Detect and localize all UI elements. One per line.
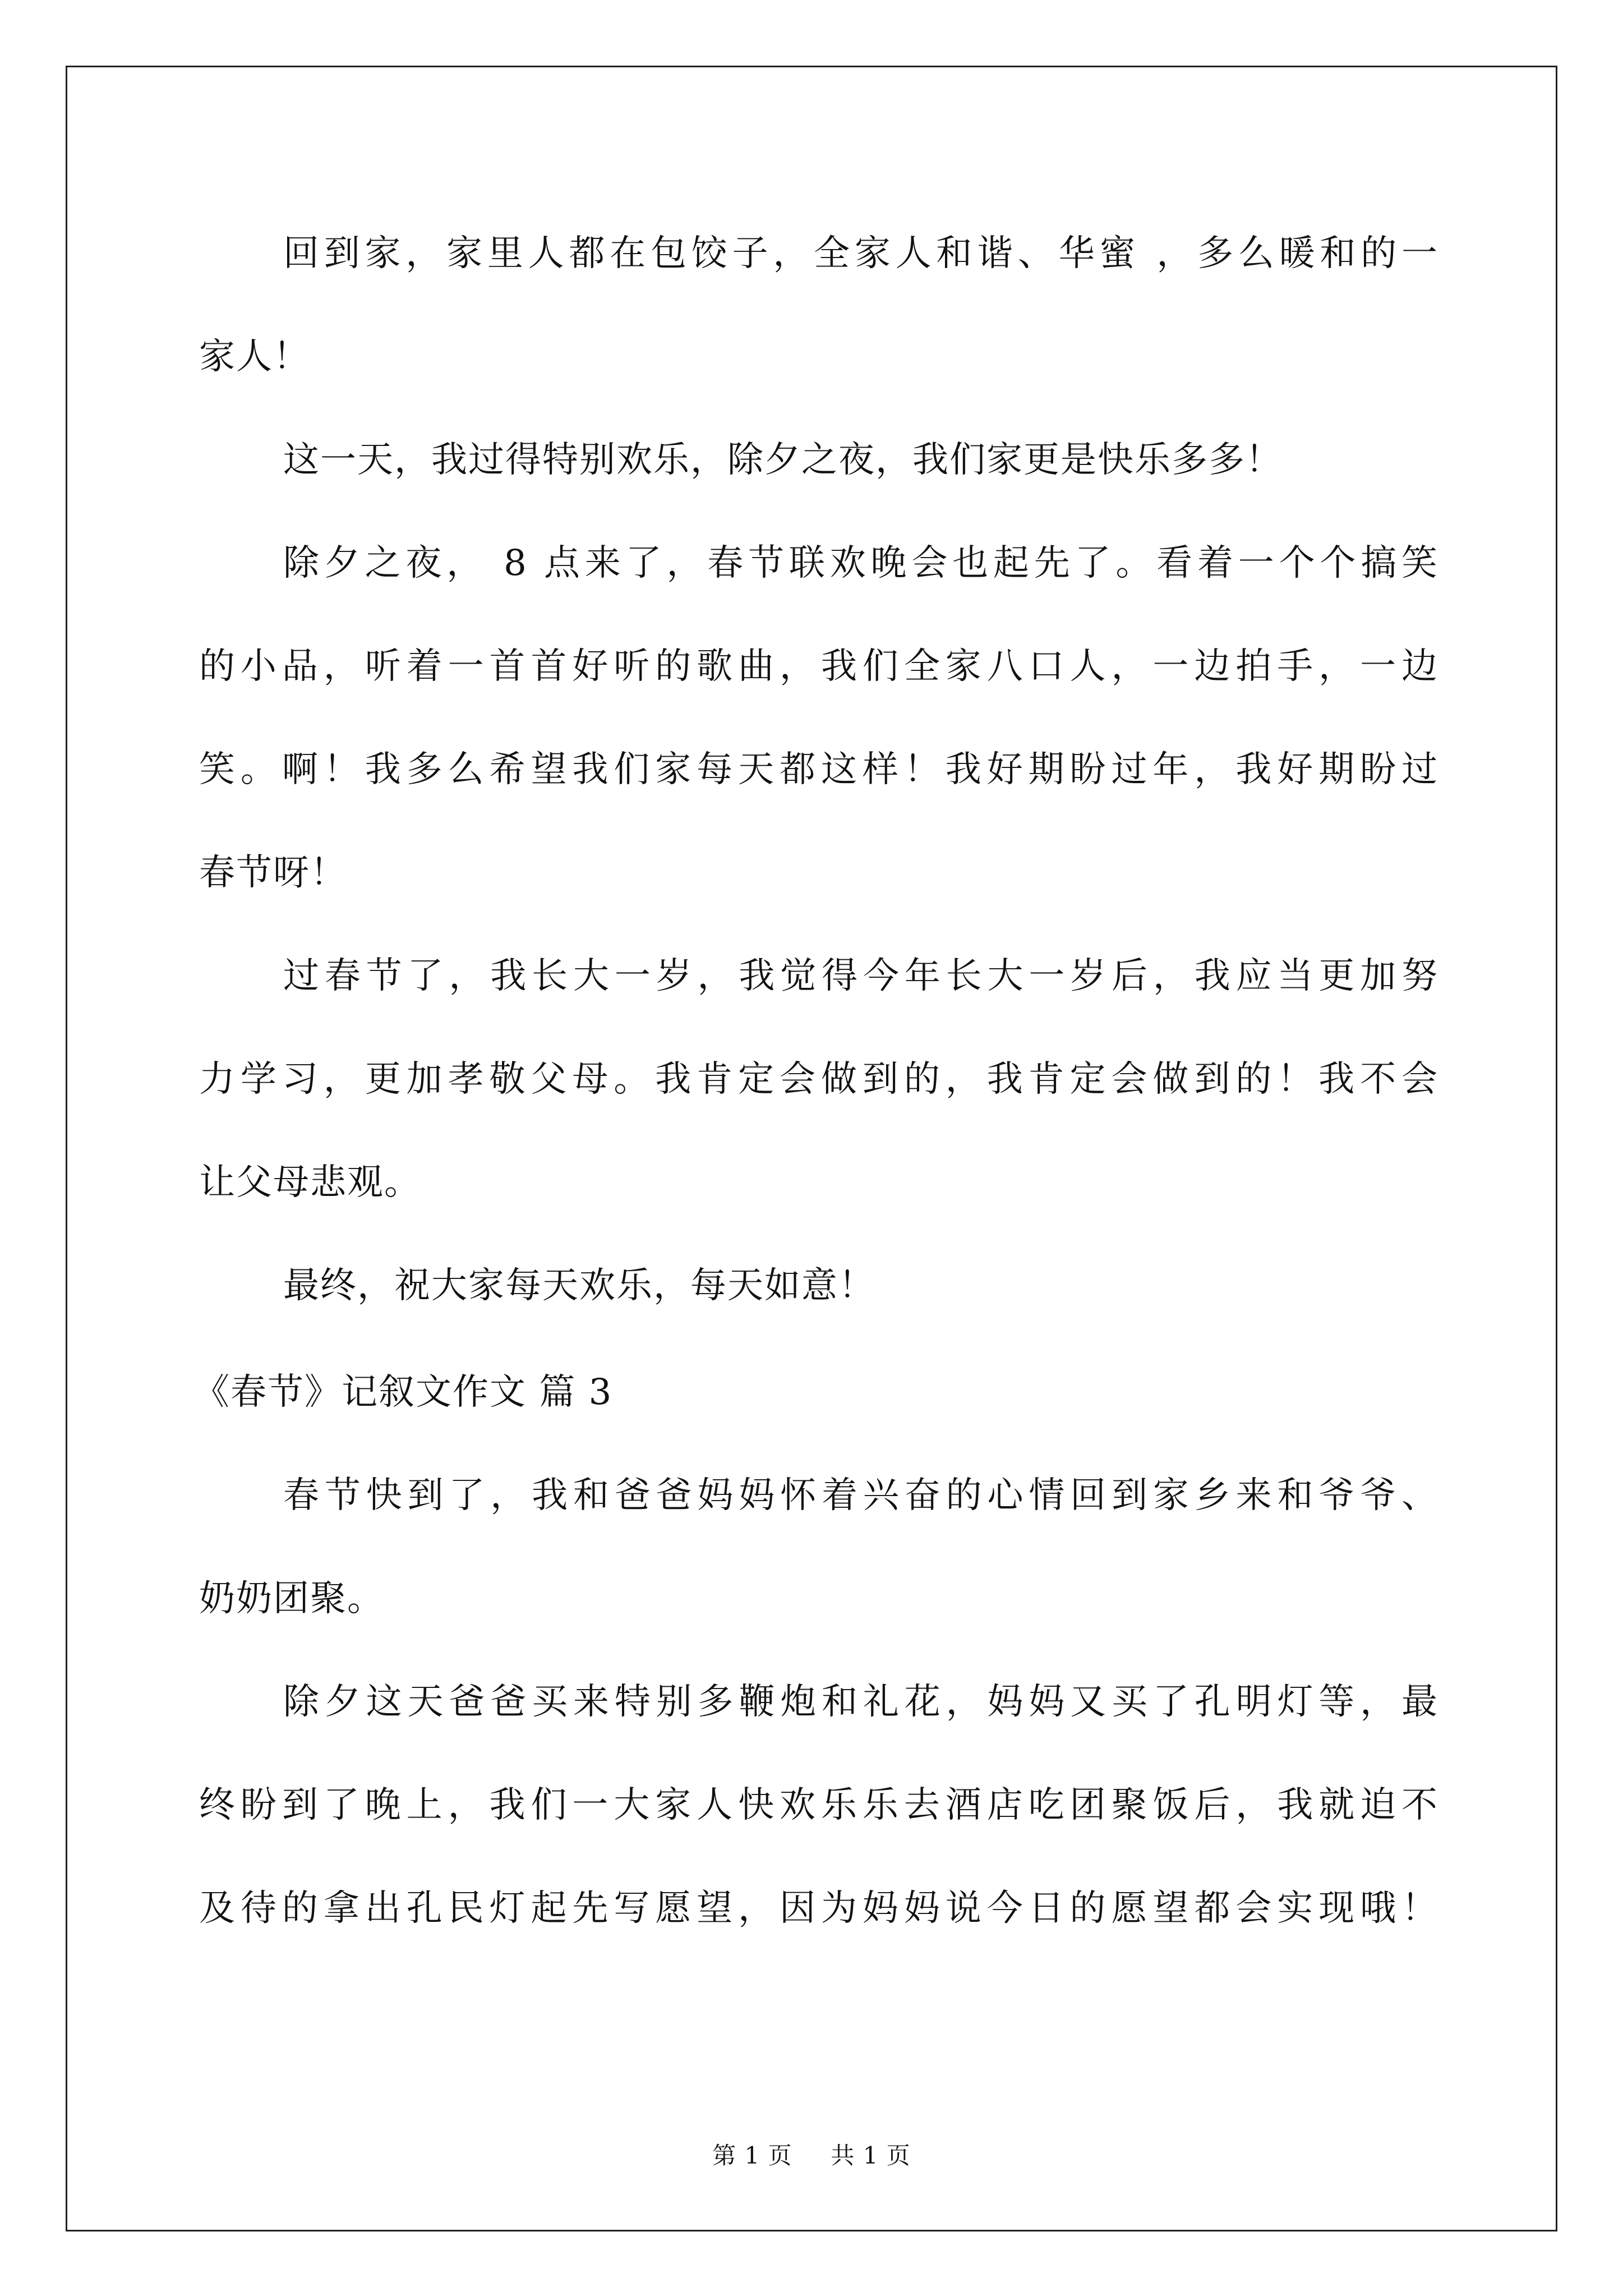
- document-body: [199, 202, 1438, 1337]
- paragraph-line: 除夕之夜， 8 点来了，春节联欢晚会也起先了。看着一个个搞笑: [283, 542, 1438, 584]
- section-heading: 《春节》记叙文作文 篇 3: [193, 1372, 613, 1413]
- paragraph-line: 春节快到了，我和爸爸妈妈怀着兴奋的心情回到家乡来和爷爷、: [283, 1475, 1438, 1516]
- paragraph-line: 终盼到了晚上，我们一大家人快欢乐乐去酒店吃团聚饭后，我就迫不: [199, 1784, 1438, 1826]
- paragraph-4: [199, 924, 1438, 1234]
- paragraph-line: 春节呀！: [199, 852, 347, 894]
- paragraph-line: 除夕这天爸爸买来特别多鞭炮和礼花，妈妈又买了孔明灯等，最: [283, 1681, 1438, 1723]
- page-footer: [0, 2137, 1623, 2171]
- page-number: 第 1 页: [712, 2142, 792, 2169]
- paragraph-line: 回到家，家里人都在包饺子，全家人和谐、华蜜 ，多么暖和的一: [283, 233, 1438, 274]
- paragraph-line: 过春节了，我长大一岁，我觉得今年长大一岁后，我应当更加努: [283, 955, 1438, 997]
- paragraph-line: 让父母悲观。: [199, 1162, 421, 1203]
- paragraph-line: 这一天，我过得特别欢乐，除夕之夜，我们家更是快乐多多！: [283, 439, 1283, 481]
- paragraph-2: [199, 408, 1438, 512]
- paragraph-line: 笑。啊！我多么希望我们家每天都这样！我好期盼过年，我好期盼过: [199, 749, 1438, 790]
- paragraph-5: [199, 1234, 1438, 1337]
- section-2: [193, 1341, 1438, 1960]
- paragraph-line: 的小品，听着一首首好听的歌曲，我们全家八口人，一边拍手，一边: [199, 646, 1438, 687]
- paragraph-line: 及待的拿出孔民灯起先写愿望，因为妈妈说今日的愿望都会实现哦！: [199, 1888, 1438, 1929]
- paragraph-3: [199, 512, 1438, 924]
- paragraph-line: 奶奶团聚。: [199, 1578, 384, 1619]
- paragraph-1: [199, 202, 1438, 408]
- paragraph-line: 最终，祝大家每天欢乐，每天如意！: [283, 1265, 875, 1306]
- paragraph-line: 家人！: [199, 336, 310, 378]
- paragraph-6: [199, 1444, 1438, 1650]
- paragraph-7: [199, 1650, 1438, 1960]
- paragraph-line: 力学习，更加孝敬父母。我肯定会做到的，我肯定会做到的！我不会: [199, 1059, 1438, 1100]
- page-total: 共 1 页: [831, 2142, 911, 2169]
